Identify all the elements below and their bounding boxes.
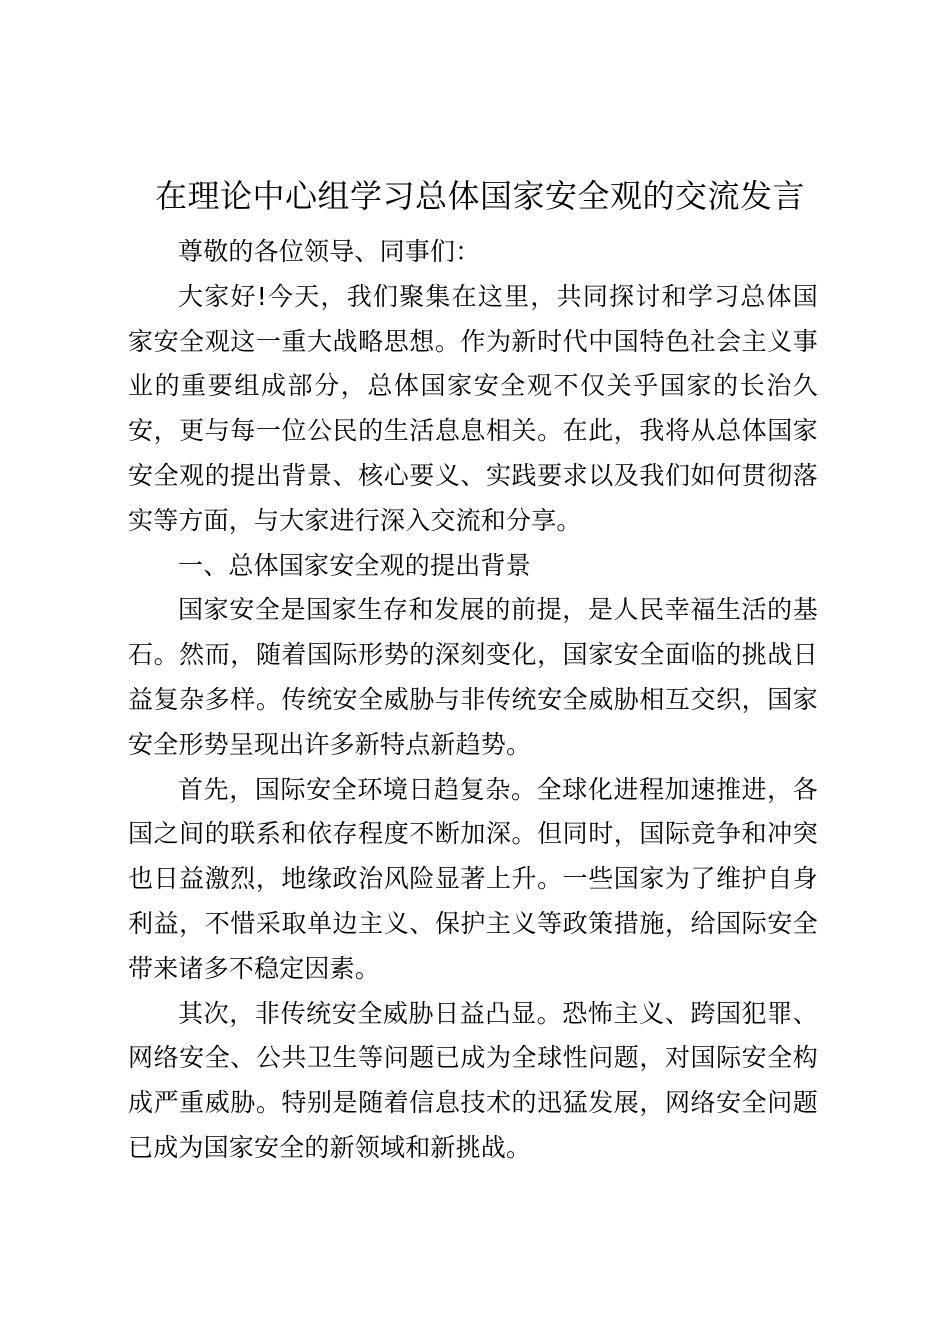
first-point-paragraph: 首先，国际安全环境日趋复杂。全球化进程加速推进，各国之间的联系和依存程度不断加深。但同时，国际竞争和冲突也日益激烈，地缘政治风险显著上升。一些国家为了维护自身利益，不惜采取单边主义、保护主义等政策措施，给国际安全带来诸多不稳定因素。 (128, 774, 818, 983)
second-point-paragraph: 其次，非传统安全威胁日益凸显。恐怖主义、跨国犯罪、网络安全、公共卫生等问题已成为全球性问题，对国际安全构成严重威胁。特别是随着信息技术的迅猛发展，网络安全问题已成为国家安全的新领域和新挑战。 (128, 998, 818, 1162)
background-paragraph: 国家安全是国家生存和发展的前提，是人民幸福生活的基石。然而，随着国际形势的深刻变化，国家安全面临的挑战日益复杂多样。传统安全威胁与非传统安全威胁相互交织，国家安全形势呈现出许多新特点新趋势。 (128, 595, 818, 759)
salutation-paragraph: 尊敬的各位领导、同事们： (178, 237, 481, 266)
document-title: 在理论中心组学习总体国家安全观的交流发言 (154, 177, 805, 215)
intro-paragraph: 大家好!今天，我们聚集在这里，共同探讨和学习总体国家安全观这一重大战略思想。作为新时代中国特色社会主义事业的重要组成部分，总体国家安全观不仅关乎国家的长治久安，更与每一位公民的生活息息相关。在此，我将从总体国家安全观的提出背景、核心要义、实践要求以及我们如何贯彻落实等方面，与大家进行深入交流和分享。 (128, 281, 818, 535)
document-body (128, 230, 818, 1171)
section-heading: 一、总体国家安全观的提出背景 (178, 550, 531, 580)
